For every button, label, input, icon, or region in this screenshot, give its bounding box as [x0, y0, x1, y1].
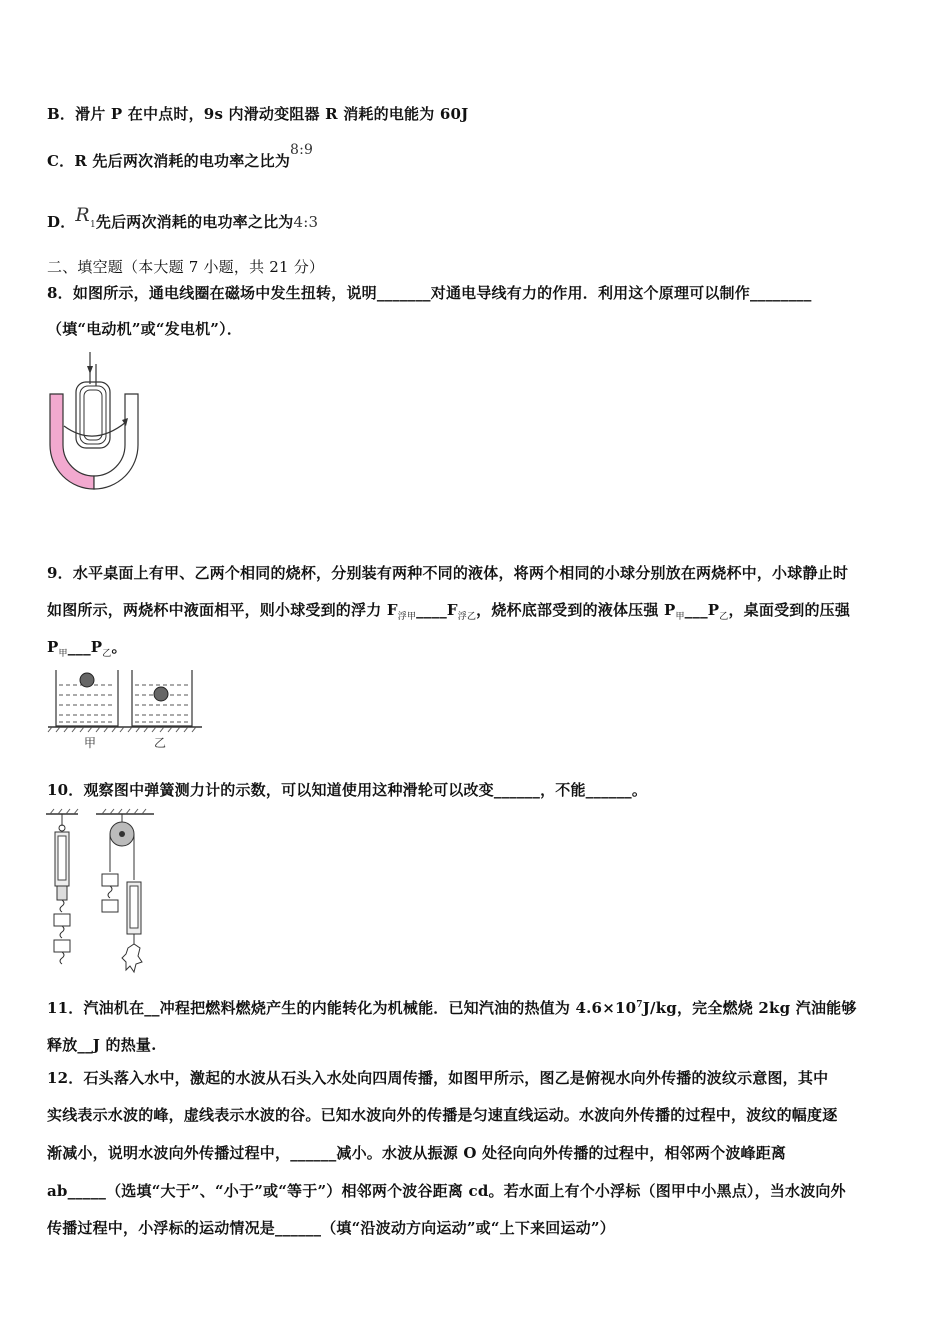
q9-line2	[47, 599, 850, 622]
q9-line2-a: 如图所示，两烧杯中液面相平，则小球受到的浮力 F	[47, 601, 398, 619]
option-d-prefix: D．	[47, 213, 76, 231]
beaker-label-jia: 甲	[84, 736, 97, 750]
q12-line2: 实线表示水波的峰，虚线表示水波的谷。已知水波向外的传播是匀速直线运动。水波向外传播的过程中，波纹的幅度逐	[47, 1106, 838, 1124]
q9-line2-e: ，桌面受到的压强	[728, 601, 851, 619]
option-d-symbol: R	[75, 204, 90, 226]
section-heading: 二、填空题（本大题 7 小题，共 21 分）	[47, 258, 325, 276]
q9-sub-table-yi: 乙	[102, 649, 112, 659]
q11-line1-b: J/kg，完全燃烧 2kg 汽油能够	[642, 999, 857, 1017]
q9-line1: 9．水平桌面上有甲、乙两个相同的烧杯，分别装有两种不同的液体，将两个相同的小球分别放在两烧杯中，小球静止时	[47, 564, 849, 582]
q11-line1-a: 11．汽油机在__冲程把燃料燃烧产生的内能转化为机械能．已知汽油的热值为 4.6×10	[47, 999, 637, 1017]
q12-line1: 12．石头落入水中，激起的水波从石头入水处向四周传播，如图甲所示，图乙是俯视水向外传播的波纹示意图，其中	[47, 1069, 829, 1087]
option-c-text: C．R 先后两次消耗的电功率之比为	[47, 152, 291, 170]
q10-line1: 10．观察图中弹簧测力计的示数，可以知道使用这种滑轮可以改变______，不能______。	[47, 781, 648, 799]
q12-line4: ab_____（选填“大于”、“小于”或“等于”）相邻两个波谷距离 cd。若水面上有个小浮标（图甲中小黑点），当水波向外	[47, 1182, 846, 1200]
option-c	[47, 142, 314, 171]
q9-sub-float-yi: 浮乙	[457, 612, 477, 622]
beakers-figure	[46, 660, 206, 752]
option-c-ratio: 8:9	[290, 142, 314, 158]
q8-line2: （填“电动机”或“发电机”）．	[47, 320, 243, 338]
q9-line3-b: ___P	[67, 638, 103, 656]
magnet-coil-figure	[44, 350, 149, 495]
q9-sub-p-yi: 乙	[719, 612, 729, 622]
q9-sub-float-jia: 浮甲	[397, 612, 417, 622]
q12-line3: 渐减小，说明水波向外传播过程中，______减小。水波从振源 O 处径向向外传播的过程中，相邻两个波峰距离	[47, 1144, 787, 1162]
q9-sub-table-jia: 甲	[58, 649, 68, 659]
beaker-label-yi: 乙	[154, 736, 167, 750]
q11-exponent: 7	[636, 1000, 643, 1010]
option-d-symbol-sub: 1	[89, 220, 96, 230]
pulley-figure	[44, 808, 164, 984]
option-d-ratio: 4:3	[293, 213, 319, 231]
option-b: B．滑片 P 在中点时，9s 内滑动变阻器 R 消耗的电能为 60J	[47, 105, 469, 123]
q9-line3-c: 。	[111, 638, 127, 656]
q9-sub-p-jia: 甲	[675, 612, 685, 622]
q11-line1	[47, 997, 857, 1018]
q9-line2-d: ___P	[684, 601, 720, 619]
option-d	[47, 204, 319, 234]
option-d-text: 先后两次消耗的电功率之比为	[95, 213, 294, 231]
q9-line2-b: ____F	[416, 601, 458, 619]
q8-line1: 8．如图所示，通电线圈在磁场中发生扭转，说明_______对通电导线有力的作用．利用这个原理可以制作________	[47, 284, 812, 302]
q9-line3-a: P	[47, 638, 59, 656]
q9-line3	[47, 636, 127, 659]
q9-line2-c: ，烧杯底部受到的液体压强 P	[476, 601, 676, 619]
q12-line5: 传播过程中，小浮标的运动情况是______（填“沿波动方向运动”或“上下来回运动”）	[47, 1219, 615, 1237]
q11-line2: 释放__J 的热量.	[47, 1036, 157, 1054]
